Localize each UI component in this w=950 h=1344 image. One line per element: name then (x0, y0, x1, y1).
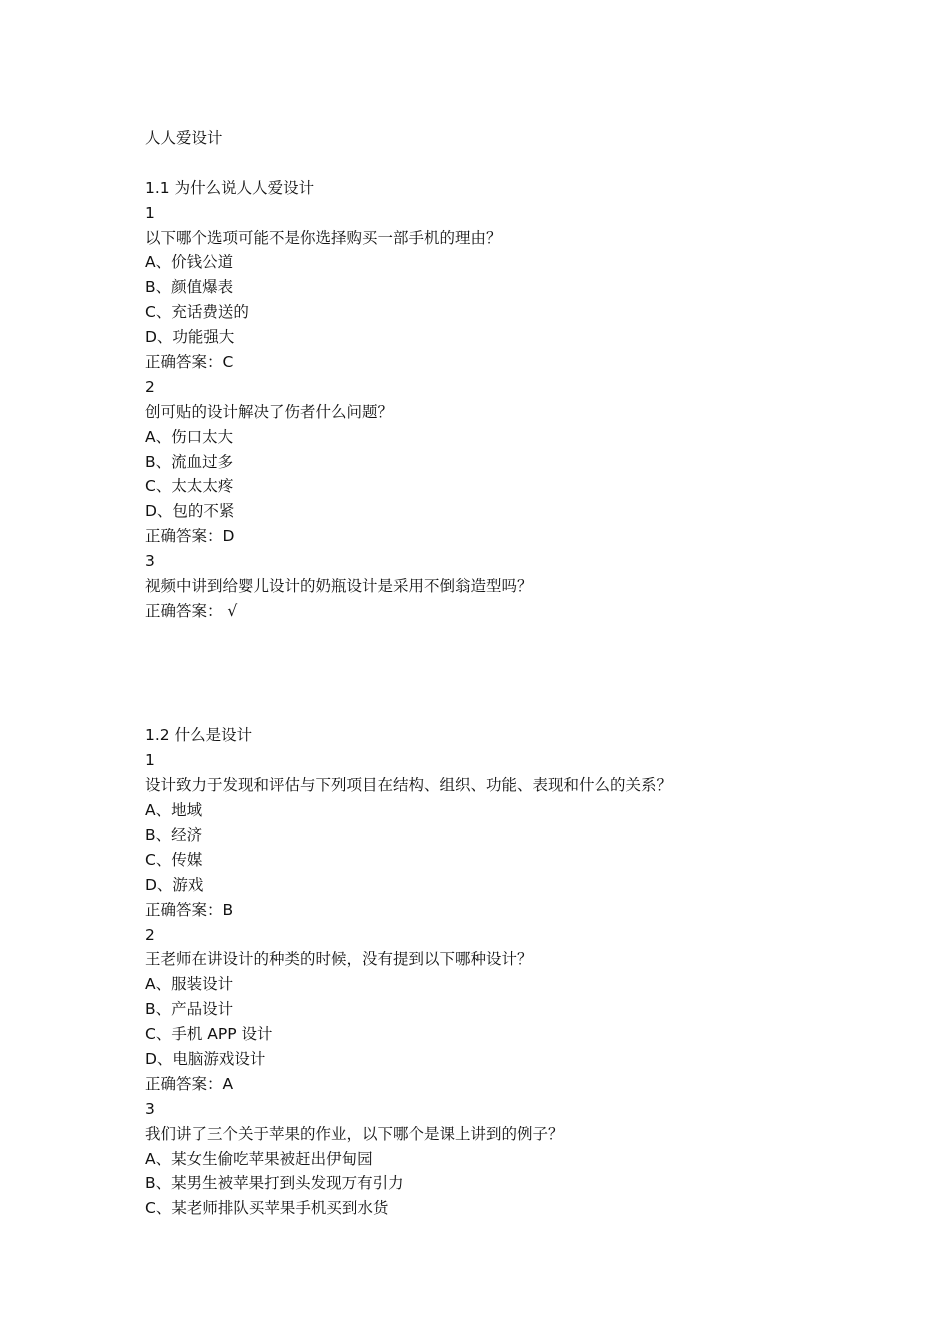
option-b: B、经济 (145, 825, 203, 844)
question-2 (145, 923, 845, 1097)
question-text: 设计致力于发现和评估与下列项目在结构、组织、功能、表现和什么的关系？ (145, 776, 673, 795)
option-c: C、传媒 (145, 850, 203, 869)
question-number: 3 (145, 552, 155, 571)
option-c: C、充话费送的 (145, 303, 249, 322)
question-number: 3 (145, 1099, 155, 1118)
question-text: 我们讲了三个关于苹果的作业，以下哪个是课上讲到的例子？ (145, 1124, 564, 1143)
question-1 (145, 748, 845, 922)
correct-answer: 正确答案： √ (145, 601, 238, 620)
option-d: D、电脑游戏设计 (145, 1049, 266, 1068)
question-1 (145, 201, 845, 375)
section-heading: 1.1 为什么说人人爱设计 (145, 178, 315, 197)
spacer (145, 624, 845, 724)
question-text: 视频中讲到给婴儿设计的奶瓶设计是采用不倒翁造型吗？ (145, 577, 533, 596)
option-b: B、产品设计 (145, 1000, 234, 1019)
option-a: A、某女生偷吃苹果被赶出伊甸园 (145, 1149, 373, 1168)
question-text: 创可贴的设计解决了伤者什么问题？ (145, 402, 394, 421)
option-b: B、某男生被苹果打到头发现万有引力 (145, 1174, 404, 1193)
question-2 (145, 375, 845, 549)
option-a: A、服装设计 (145, 975, 234, 994)
correct-answer: 正确答案：D (145, 527, 235, 546)
question-number: 2 (145, 925, 155, 944)
option-d: D、功能强大 (145, 328, 235, 347)
correct-answer: 正确答案：B (145, 900, 234, 919)
correct-answer: 正确答案：A (145, 1074, 234, 1093)
option-d: D、游戏 (145, 875, 204, 894)
question-text: 王老师在讲设计的种类的时候，没有提到以下哪种设计？ (145, 950, 533, 969)
option-c: C、某老师排队买苹果手机买到水货 (145, 1199, 389, 1218)
option-a: A、价钱公道 (145, 253, 234, 272)
document-body (145, 126, 845, 1221)
question-3 (145, 1097, 845, 1221)
option-a: A、地域 (145, 801, 203, 820)
section-1-1 (145, 176, 845, 624)
option-a: A、伤口太大 (145, 427, 234, 446)
option-b: B、流血过多 (145, 452, 234, 471)
option-c: C、手机 APP 设计 (145, 1025, 273, 1044)
question-3 (145, 549, 845, 624)
question-number: 1 (145, 203, 155, 222)
document-title: 人人爱设计 (145, 129, 223, 147)
option-d: D、包的不紧 (145, 502, 235, 521)
question-number: 1 (145, 751, 155, 770)
question-text: 以下哪个选项可能不是你选择购买一部手机的理由？ (145, 228, 502, 247)
spacer (145, 151, 845, 176)
section-1-2 (145, 723, 845, 1221)
question-number: 2 (145, 377, 155, 396)
option-b: B、颜值爆表 (145, 278, 234, 297)
section-heading: 1.2 什么是设计 (145, 726, 253, 745)
option-c: C、太太太疼 (145, 477, 234, 496)
correct-answer: 正确答案：C (145, 353, 234, 372)
